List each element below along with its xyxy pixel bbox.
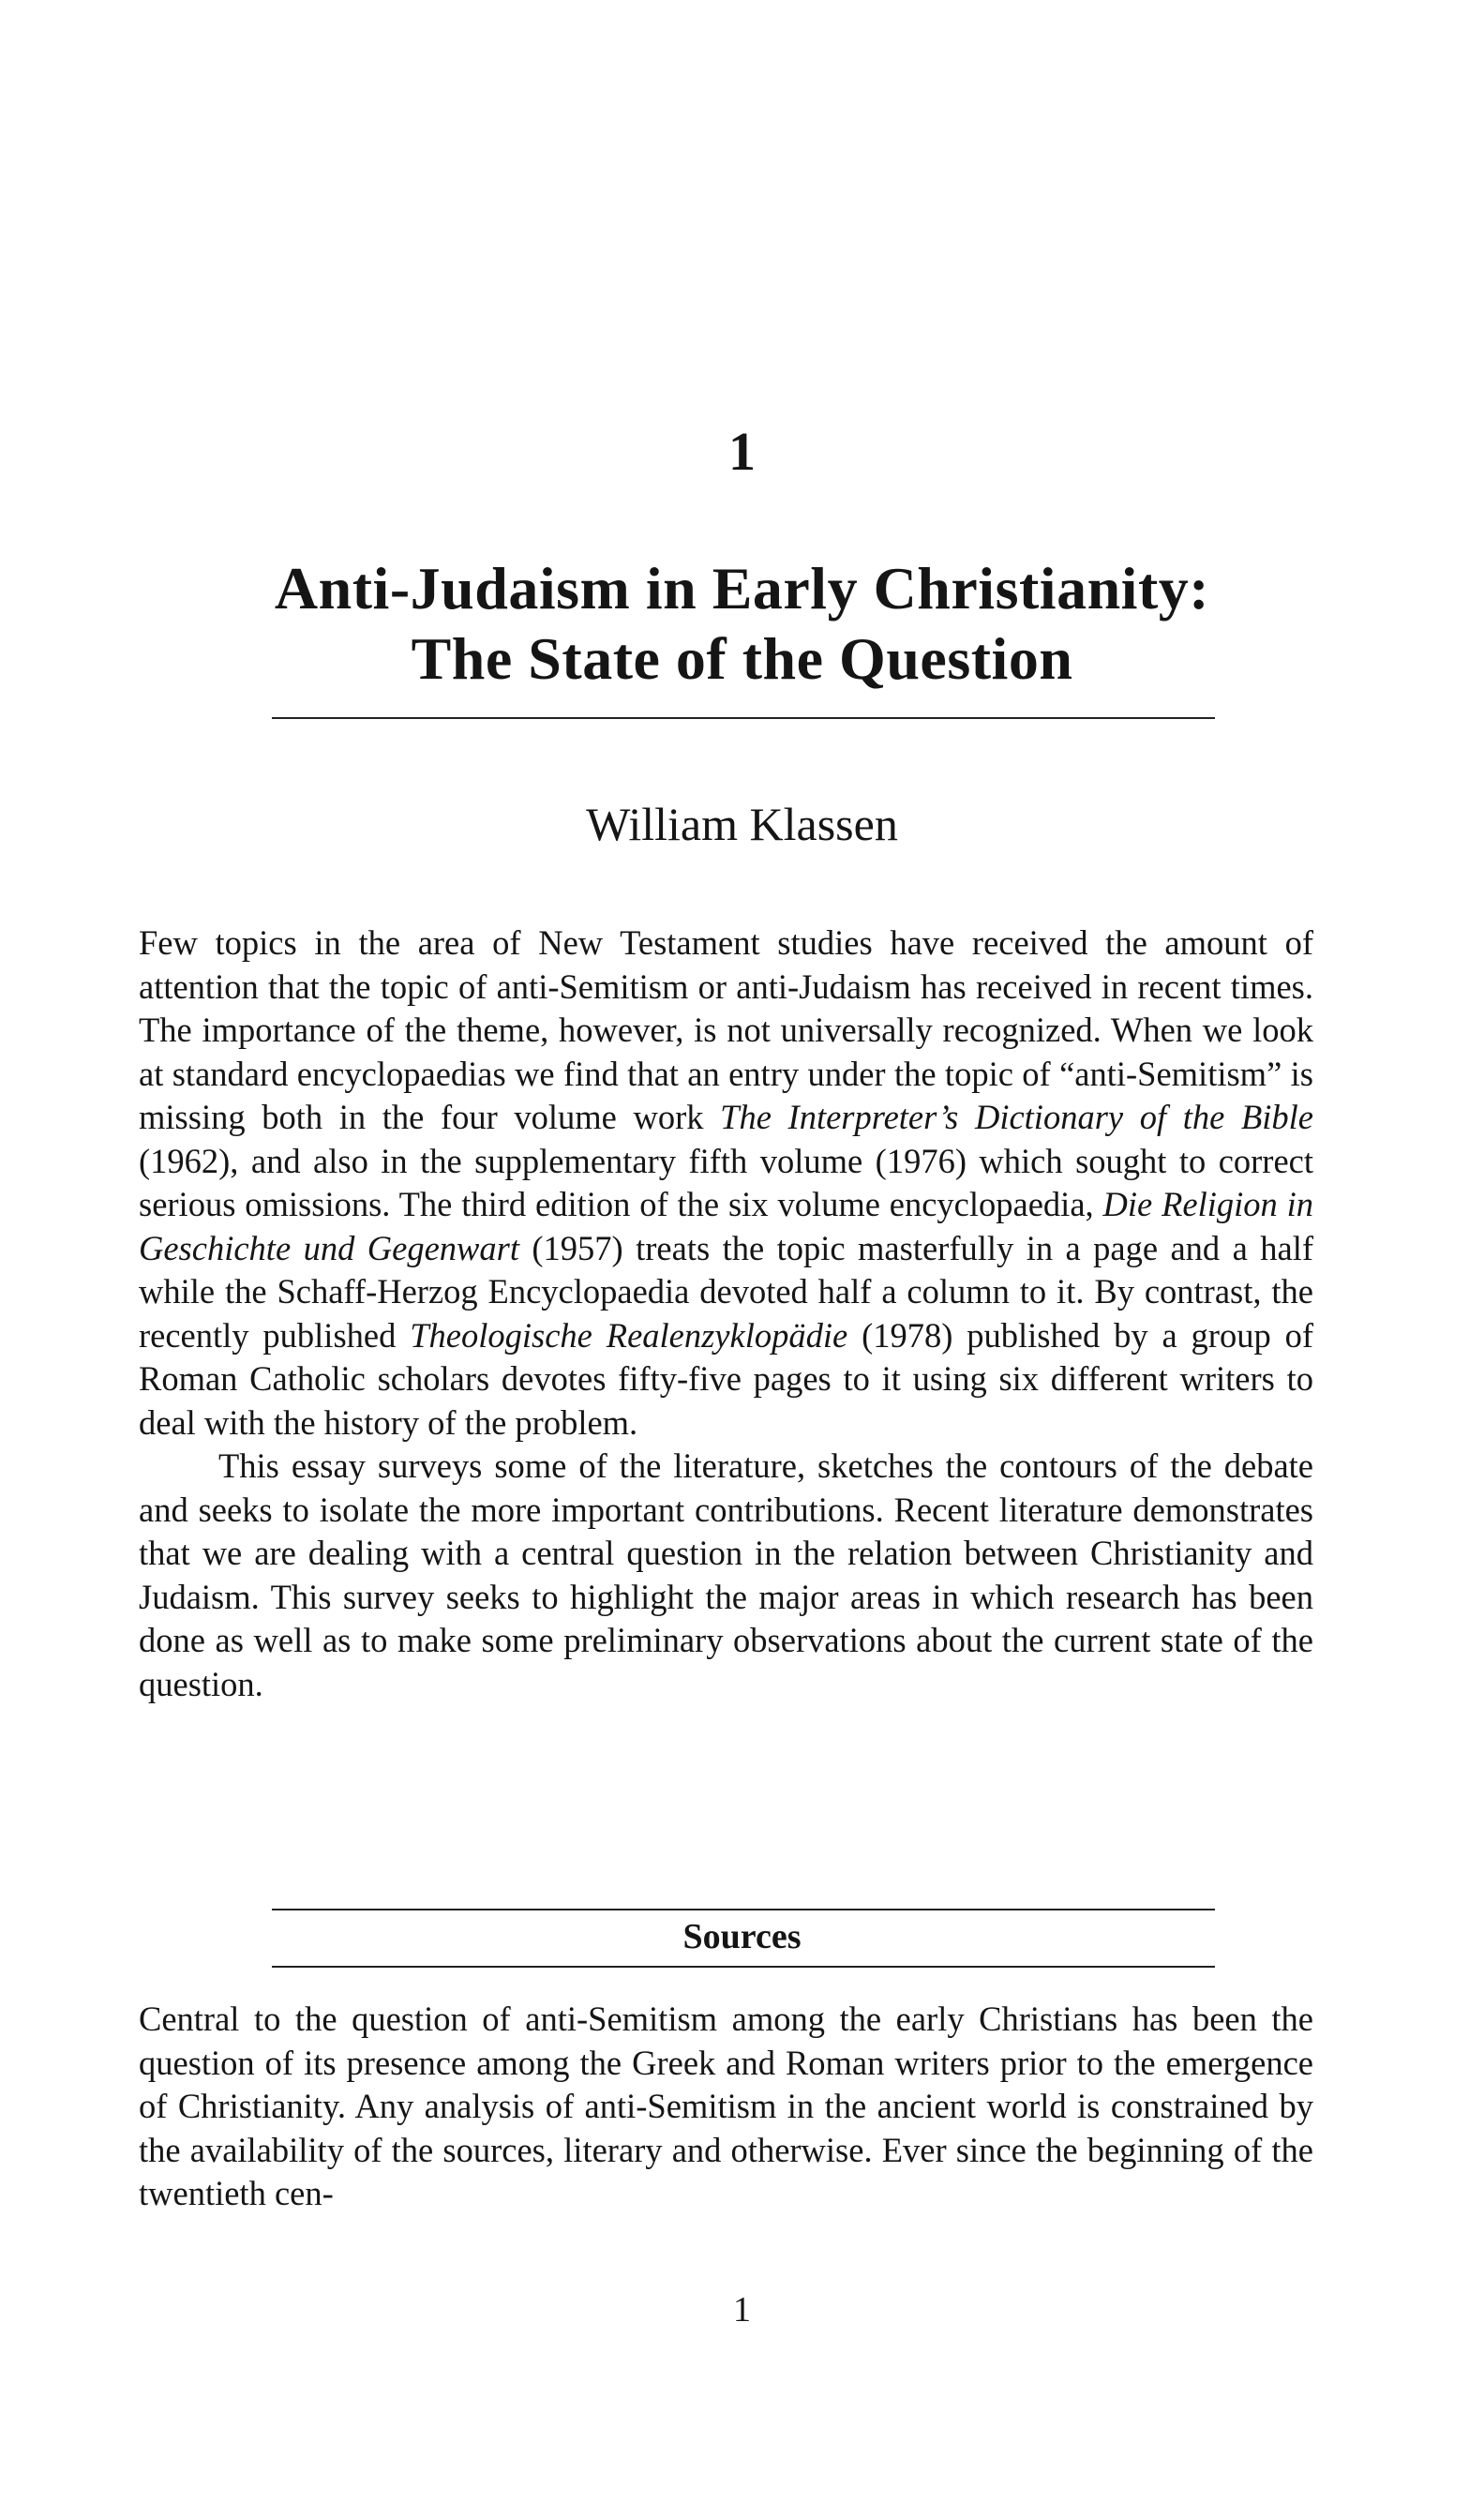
chapter-title [0,553,1484,694]
intro-p1-title-interpreters-dictionary: The Interpreter’s Dictionary of the Bible [720,1098,1313,1136]
chapter-title-line-2: The State of the Question [411,625,1073,692]
chapter-number: 1 [728,421,756,482]
intro-section [139,921,1313,1706]
sources-section [139,1998,1313,2216]
intro-p1-text-c: (1957) treats the topic masterfully in a page and a half while the Schaff-Herzog Encyclopaedia devoted half a column to it. By contrast, the recently published [139,1228,1313,1355]
section-rule-top [272,1909,1215,1910]
intro-p1-title-rgg: Die Religion in Geschichte und Gegenwart [139,1185,1313,1267]
section-rule-bottom [272,1966,1215,1968]
intro-paragraph-2: This essay surveys some of the literature, sketches the contours of the debate and seeks to isolate the more important contributions. Recent literature demonstrates that we are dealing with a central question in the relation between Christianity and Judaism. This survey seeks to highlight the major areas in which research has been done as well as to make some preliminary observations about the current state of the question. [139,1446,1313,1703]
sources-paragraph-1: Central to the question of anti-Semitism among the early Christians has been the question of its presence among the Greek and Roman writers prior to the emergence of Christianity. Any analysis of anti-Semitism in the ancient world is constrained by the availability of the sources, literary and otherwise. Ever since the beginning of the twentieth cen- [139,2000,1313,2212]
chapter-author: William Klassen [586,798,898,850]
intro-p1-text-a: Few topics in the area of New Testament studies have received the amount of attention that the topic of anti-Semitism or anti-Judaism has received in recent times. The importance of the theme, however, is not universally recognized. When we look at standard encyclopaedias we find that an entry under the topic of “anti-Semitism” is missing both in the four volume work [139,923,1313,1136]
intro-p1-title-tre: Theologische Realenzyklopädie [410,1315,848,1355]
section-heading-sources: Sources [682,1917,802,1956]
intro-paragraph-1 [139,921,1313,1445]
title-divider [272,717,1215,719]
page-number: 1 [733,2290,751,2330]
chapter-title-line-1: Anti-Judaism in Early Christianity: [274,555,1210,622]
intro-p1-text-b: (1962), and also in the supplementary fifth volume (1976) which sought to correct serious omissions. The third edition of the six volume encyclopaedia, [139,1141,1313,1223]
intro-p1-text-d: (1978) published by a group of Roman Catholic scholars devotes fifty-five pages to it using six different writers to deal with the history of the problem. [139,1315,1314,1442]
